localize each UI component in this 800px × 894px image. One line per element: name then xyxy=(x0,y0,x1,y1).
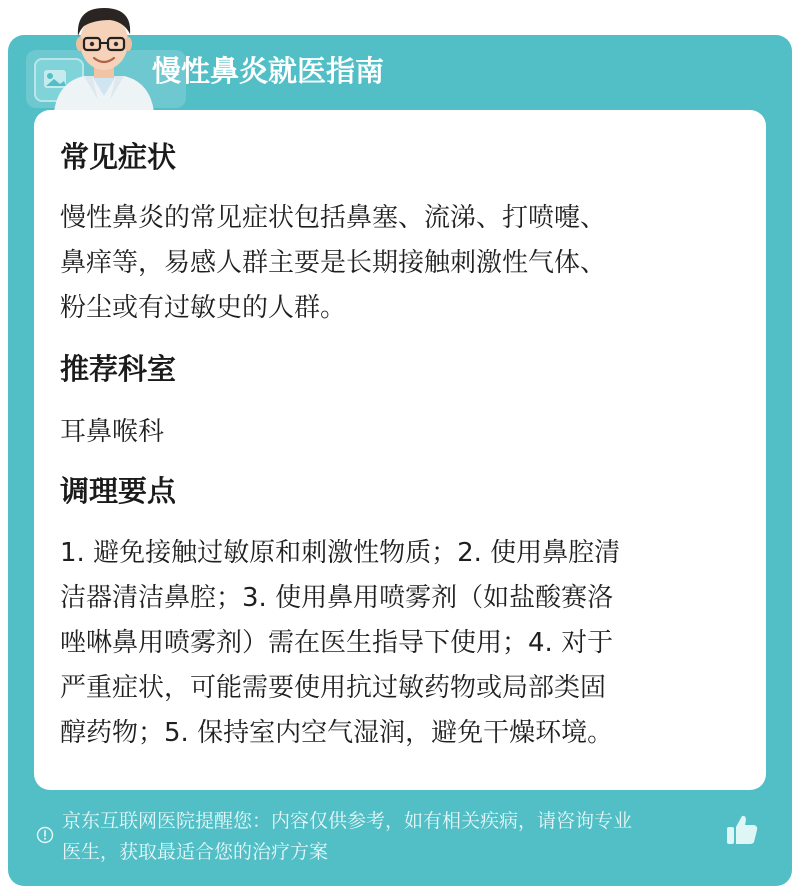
disclaimer-text xyxy=(62,806,742,868)
text-line: 慢性鼻炎的常见症状包括鼻塞、流涕、打喷嚏、 xyxy=(60,203,607,233)
section-title-symptoms: 常见症状 xyxy=(60,140,177,174)
text-line: 鼻痒等，易感人群主要是长期接触刺激性气体、 xyxy=(60,248,607,278)
text-line: 醇药物；5. 保持室内空气湿润，避免干燥环境。 xyxy=(60,718,614,748)
section-title-care: 调理要点 xyxy=(60,474,177,508)
text-line: 耳鼻喉科 xyxy=(60,417,165,447)
text-line: 京东互联网医院提醒您：内容仅供参考，如有相关疾病，请咨询专业 xyxy=(62,810,633,832)
text-line: 粉尘或有过敏史的人群。 xyxy=(60,293,347,323)
text-line: 洁器清洁鼻腔；3. 使用鼻用喷雾剂（如盐酸赛洛 xyxy=(60,583,614,613)
text-line: 严重症状，可能需要使用抗过敏药物或局部类固 xyxy=(60,673,607,703)
care-text xyxy=(60,531,730,756)
text-line: 医生，获取最适合您的治疗方案 xyxy=(62,841,329,863)
doctor-avatar xyxy=(44,0,164,112)
page-title: 慢性鼻炎就医指南 xyxy=(152,54,385,88)
department-text xyxy=(60,410,730,455)
symptoms-text xyxy=(60,196,730,331)
thumbs-up-icon[interactable] xyxy=(724,812,760,848)
info-icon xyxy=(36,826,54,844)
text-line: 1. 避免接触过敏原和刺激性物质；2. 使用鼻腔清 xyxy=(60,538,621,568)
text-line: 唑啉鼻用喷雾剂）需在医生指导下使用；4. 对于 xyxy=(60,628,614,658)
section-title-department: 推荐科室 xyxy=(60,352,177,386)
